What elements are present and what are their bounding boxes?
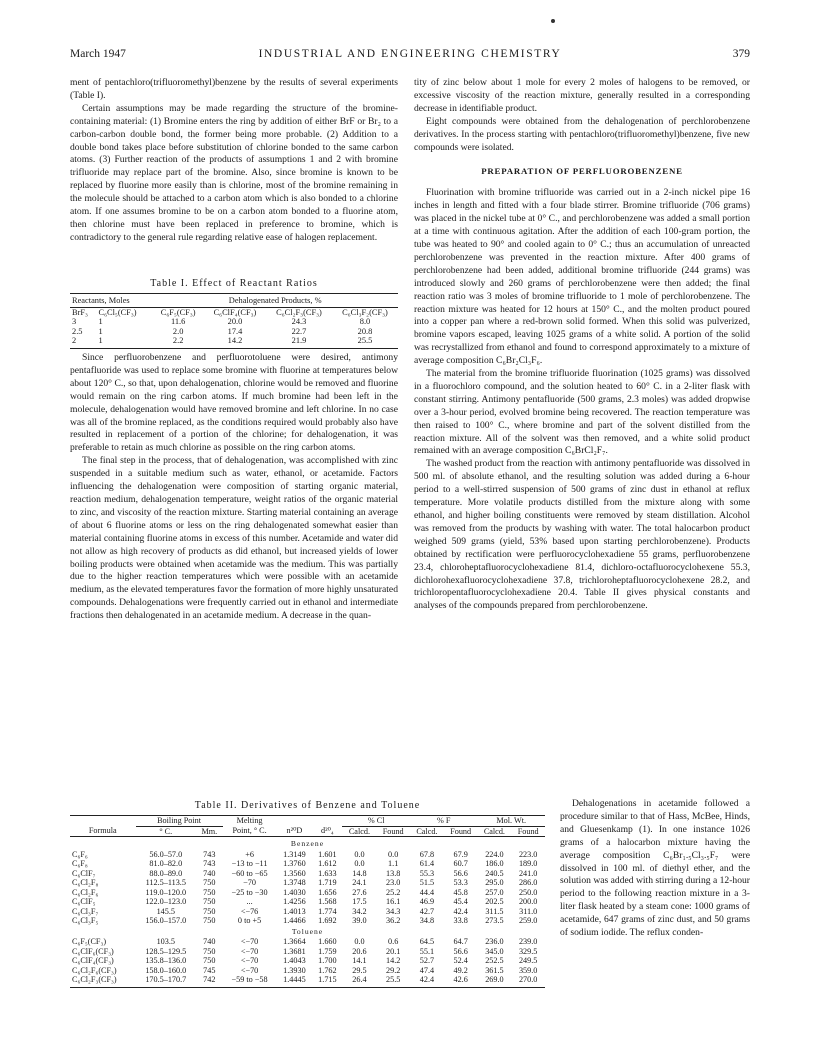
paragraph: The final step in the process, that of dehalogenation, was accomplished with zinc suspended in a suitable medium such as water, ethanol, or acetamide. Factors influencing the dehalogenation were composition of starting organic material, reaction medium, dehalogenation temperature, weight ratios of the organic material to zinc, and viscosity of the reaction mixture. Starting material containing an average of about 6 fluorine atoms or less on the ring dehalogenated somewhat easier than material containing fluorine atoms in excess of this number. Acetamide and water did not allow as high recovery of products as did ethanol, but increased yields of lower boiling products were obtained when acetamide was the medium. This was partially due to the higher reaction temperatures which were possible with an acetamide medium, as the elevated temperatures favor the formation of more highly unsaturated compounds. Dehalogenations were frequently carried out in ethanol and intermediate fractions then dehalogenated in an acetamide medium. A decrease in the quan- — [70, 455, 398, 622]
table-cell: 1.568 — [318, 897, 337, 906]
table-2-group-blank — [70, 816, 136, 826]
table-cell: 740 — [203, 937, 216, 946]
table-row — [70, 937, 545, 947]
table-row — [70, 975, 545, 985]
table-2-header: Found — [382, 826, 404, 836]
table-cell: 1.4256 — [283, 897, 306, 906]
table-cell: 329.5 — [518, 946, 538, 956]
table-row — [70, 956, 545, 966]
table-cell: 26.4 — [352, 975, 367, 984]
table-cell: 24.1 — [352, 878, 367, 887]
table-1-header: C₆F₅(CF₃) — [160, 307, 196, 317]
table-cell: 1.660 — [318, 937, 337, 946]
table-cell: 20.1 — [386, 946, 401, 956]
table-cell: C₆ClF₇ — [72, 868, 96, 878]
paragraph: The washed product from the reaction with antimony pentafluoride was dissolved in 500 ml. of absolute ethanol, and the resulting solution was added during a 6-hour period to a well-stirred suspension of 500 grams of zinc dust in ethanol at reflux temperature. More volatile products distilled from the mixture along with some ethanol, and higher boiling constituents were removed by steam distillation. Alcohol was removed from the products by washing with water. The total halocarbon product weighed 509 grams (yield, 53% based upon starting perchlorobenzene). Products obtained by rectification were perfluorocyclohexadiene 55 grams, perfluorobenzene 23.4, chloroheptafluorocyclohexadiene 81.4, dichloro-octafluorocyclohexene 55.3, dichlorohexafluorocyclohexadiene 37.8, trichloroheptafluorocyclohexene 28.2, and trichloropentafluorocyclohexadiene 20.4. Table II gives physical constants and analyses of the compounds prepared from perchlorobenzene. — [414, 458, 750, 612]
table-cell: 122.0–123.0 — [145, 897, 187, 906]
table-cell: 742 — [203, 975, 216, 984]
table-cell: C₆Cl₃F₅ — [72, 916, 99, 925]
table-cell: 55.3 — [419, 868, 435, 878]
table-cell: 14.2 — [227, 336, 243, 346]
table-row — [70, 878, 545, 888]
table-cell: 1.612 — [318, 859, 337, 868]
table-rule — [70, 987, 545, 988]
table-cell: <−70 — [240, 965, 259, 975]
table-cell: 750 — [203, 887, 216, 897]
table-1 — [70, 278, 398, 349]
paragraph: Since perfluorobenzene and perfluorotoluene were desired, antimony pentafluoride was used to replace some bromine with fluorine at temperatures below about 120° C., so that, upon dehalogenation, chlorine would be removed and fluorine would remain on the ring carbon atoms. If much bromine had been left in the molecule, dehalogenation would have removed bromine and left chlorine. In no case was all of the bromine replaced, as the conditions required would probably also have resulted in replacement of a portion of the chlorine; for dehalogenation, it was preferable to retain as much chlorine as possible on the ring carbon atoms. — [70, 352, 398, 454]
table-cell: 103.5 — [156, 937, 175, 946]
table-2-header: Calcd. — [483, 826, 505, 836]
table-cell: C₆Cl₂F₃(CF₃) — [72, 975, 117, 984]
table-cell: 24.3 — [291, 317, 307, 327]
table-cell: 750 — [203, 956, 216, 965]
running-header — [70, 48, 750, 64]
table-cell: 23.0 — [386, 878, 401, 887]
table-cell: 361.5 — [485, 965, 504, 975]
table-cell: 1.762 — [318, 965, 337, 975]
table-cell: 202.5 — [485, 897, 504, 906]
table-cell: 0.0 — [354, 859, 365, 868]
table-cell: 1.3930 — [283, 965, 306, 975]
table-2-header: Formula — [88, 826, 117, 836]
table-row — [70, 327, 398, 337]
table-cell: 45.8 — [453, 887, 468, 897]
table-row — [70, 966, 545, 976]
table-cell: 67.9 — [453, 849, 468, 859]
paragraph: Certain assumptions may be made regarding the structure of the bromine-containing material: (1) Bromine enters the ring by addition of either BrF or Br₂ to a carbon-carbon double bond, the former being more probable. (2) Addition to a double bond takes place before substitution of chlorine bonded to the same carbon atoms. (3) Further reaction of the products of assumptions 1 and 2 with bromine trifluoride may replace part of the bromine. Also, since bromine is known to be replaced by fluorine more easily than is chlorine, most of the bromine remaining in the molecule should be attached to a carbon atom which is also bonded to a chlorine atom. If one assumes bromine to be on a carbon atom bonded to a fluorine atom, then chlorine must have been replaced in preference to bromine, which is contradictory to the general rule regarding relative ease of halogen replacement. — [70, 102, 398, 243]
table-1-header: C₆Cl₂F₃(CF₃) — [276, 307, 322, 317]
table-cell: 49.2 — [453, 965, 468, 975]
table-row — [70, 888, 545, 898]
table-cell: 1 — [98, 336, 103, 346]
table-cell: 170.5–170.7 — [145, 975, 187, 984]
table-rule — [70, 348, 398, 349]
table-row — [70, 907, 545, 917]
table-cell: 3 — [72, 317, 77, 327]
table-cell: 27.6 — [352, 887, 367, 897]
table-cell: 1.633 — [318, 868, 337, 878]
table-cell: 158.0–160.0 — [145, 965, 187, 975]
table-cell: 42.4 — [419, 975, 435, 984]
table-cell: −70 — [243, 878, 256, 887]
table-cell: 81.0–82.0 — [149, 859, 183, 868]
table-2-group-benzene: Benzene — [290, 839, 325, 848]
table-cell: 36.2 — [386, 916, 401, 925]
table-cell: 239.0 — [518, 937, 538, 946]
table-2-header: d²⁰₄ — [321, 826, 334, 836]
table-2-benzene-rows — [70, 850, 545, 926]
left-column-bottom — [70, 352, 398, 623]
table-cell: 61.4 — [419, 859, 435, 868]
table-cell: 1.4030 — [283, 887, 306, 897]
table-cell: 2.0 — [172, 326, 184, 336]
table-1-header: C₆ClF₄(CF₃) — [213, 307, 257, 317]
table-cell: C₆Cl₂F₈ — [72, 878, 99, 887]
table-2-group-boiling-point: Boiling Point — [136, 816, 223, 826]
table-cell: 750 — [203, 946, 216, 956]
paragraph: tity of zinc below about 1 mole for every 2 moles of halogens to be removed, or excessive viscosity of the reaction mixture, generally resulted in a corresponding decrease in identifiable product. — [414, 77, 750, 114]
table-cell: 295.0 — [485, 878, 504, 887]
table-cell: 16.1 — [386, 897, 401, 906]
table-cell: 2 — [72, 336, 77, 346]
table-cell: 20.0 — [227, 317, 243, 327]
table-2-group-cl: % Cl — [342, 816, 409, 826]
table-cell: <−70 — [240, 937, 259, 946]
table-cell: 34.3 — [386, 906, 401, 916]
table-cell: 46.9 — [419, 897, 435, 906]
table-cell: 1.774 — [318, 906, 337, 916]
table-cell: 259.0 — [518, 916, 538, 925]
table-cell: 17.4 — [227, 326, 243, 336]
table-cell: 8.0 — [359, 317, 371, 327]
table-cell: 13.8 — [386, 868, 401, 878]
table-1-header: C₆Cl₅(CF₃) — [98, 307, 137, 317]
table-row — [70, 897, 545, 907]
table-cell: 1.3664 — [283, 937, 306, 946]
table-cell: 311.0 — [519, 906, 538, 916]
table-cell: 1.4466 — [283, 916, 306, 925]
header-journal: INDUSTRIAL AND ENGINEERING CHEMISTRY — [258, 48, 562, 60]
paragraph: Fluorination with bromine trifluoride was carried out in a 2-inch nickel pipe 16 inches in length and fitted with a four blade stirrer. Bromine trifluoride (706 grams) was placed in the nickel tube at 0° C., and perchlorobenzene was added a small portion at a time with continuous agitation. After the addition of each 100-gram portion, the tube was heated to 90° and cooled again to 0° C.; thus an accumulation of unreacted perchlorobenzene was prevented in the reaction mixture. After 400 grams of perchlorobenzene had been added, additional bromine trifluoride (244 grams) was introduced slowly and 260 grams of perchlorobenzene were then added; the final reaction ratio was 3 moles of bromine trifluoride to 1 mole of perchlorobenzene. The reaction mixture was heated for 12 hours at 150° C., and the molten product poured into a copper pan where a red-brown solid formed. When this solid was pulverized, bromine vapors escaped, leaving 1025 grams of a white solid. A portion of the solid was recrystallized from ethanol and found to correspond approximately to a mixture of average composition C₆Br₂Cl₃F₆. — [414, 187, 750, 367]
table-cell: 1.4013 — [283, 906, 306, 916]
table-cell: 53.3 — [453, 878, 468, 887]
table-cell: 14.8 — [352, 868, 367, 878]
table-cell: 750 — [203, 878, 216, 887]
table-cell: 1.719 — [318, 878, 337, 887]
paragraph: Eight compounds were obtained from the dehalogenation of perchlorobenzene derivatives. In the process starting with pentachloro(trifluoromethyl)benzene, five new compounds were isolated. — [414, 115, 750, 153]
table-cell: 186.0 — [485, 859, 504, 868]
header-date: March 1947 — [70, 48, 126, 60]
table-cell: C₆F₈ — [72, 859, 88, 868]
right-column — [414, 77, 750, 613]
table-cell: 359.0 — [518, 965, 538, 975]
table-cell: 273.5 — [485, 916, 504, 925]
table-cell: 345.0 — [485, 946, 504, 956]
table-2-group-blank — [277, 816, 343, 826]
table-2-group-melting: Melting — [236, 816, 263, 826]
header-page-number: 379 — [732, 48, 750, 60]
table-1-grid — [70, 294, 398, 346]
table-cell: 1.759 — [318, 946, 337, 956]
table-cell: 135.8–136.0 — [145, 956, 187, 965]
table-cell: 44.4 — [419, 887, 435, 897]
table-2-group-mol-wt: Mol. Wt. — [477, 816, 545, 826]
table-cell: 257.0 — [485, 887, 504, 897]
paragraph: Dehalogenations in acetamide followed a procedure similar to that of Hass, McBee, Hinds, and Gluesenkamp (1). In one instance 1026 grams of a halocarbon mixture having the average composition C₆Br₁.₅Cl₃.₅F₇ were dissolved in 100 ml. of diethyl ether, and the solution was added with stirring during a 12-hour period to the following reaction mixture in a 3-liter flask heated by a steam cone: 1000 grams of acetamide, 647 grams of zinc dust, and 50 grams of sodium iodide. The reflux conden- — [560, 798, 750, 939]
section-heading: PREPARATION OF PERFLUOROBENZENE — [481, 166, 683, 177]
table-cell: 252.5 — [485, 956, 504, 965]
table-cell: 1.3748 — [283, 878, 306, 887]
left-column-top — [70, 77, 398, 245]
table-cell: 286.0 — [518, 878, 538, 887]
table-cell: 25.5 — [386, 975, 401, 984]
table-cell: 20.6 — [352, 946, 367, 956]
table-cell: 55.1 — [419, 946, 435, 956]
table-cell: C₆ClF₆(CF₃) — [72, 946, 114, 956]
table-cell: 743 — [203, 859, 216, 868]
table-cell: 128.5–129.5 — [145, 946, 187, 956]
table-cell: 249.5 — [518, 956, 538, 965]
table-cell: 14.1 — [352, 956, 367, 965]
table-cell: 67.8 — [419, 849, 435, 859]
table-cell: 0.0 — [354, 937, 365, 946]
table-row — [70, 947, 545, 957]
table-1-group-reactants: Reactants, Moles — [70, 294, 152, 307]
table-cell: 2.2 — [172, 336, 184, 346]
table-2-header: Mm. — [201, 826, 218, 836]
table-cell: 51.5 — [419, 878, 435, 887]
table-cell: 60.7 — [453, 859, 468, 868]
table-cell: 269.0 — [485, 975, 504, 984]
page-speck — [551, 19, 555, 23]
table-cell: −60 to −65 — [231, 868, 268, 878]
table-cell: 145.5 — [156, 906, 175, 916]
table-cell: 52.4 — [453, 956, 468, 965]
table-1-group-products: Dehalogenated Products, % — [152, 294, 398, 307]
table-cell: 0 to +5 — [237, 916, 262, 925]
table-cell: ... — [246, 897, 253, 906]
table-cell: 745 — [203, 965, 216, 975]
table-cell: −13 to −11 — [231, 859, 268, 868]
table-cell: 1.601 — [318, 849, 337, 859]
table-cell: 20.8 — [357, 326, 373, 336]
table-row — [70, 317, 398, 327]
table-cell: 45.4 — [453, 897, 468, 906]
table-cell: 2.5 — [72, 326, 83, 336]
table-cell: <−70 — [240, 956, 259, 965]
table-cell: 34.2 — [352, 906, 367, 916]
table-cell: 47.4 — [419, 965, 435, 975]
table-cell: C₆Cl₃F₇ — [72, 906, 99, 916]
table-cell: 1 — [98, 326, 103, 336]
table-cell: C₆ClF₅ — [72, 897, 96, 906]
table-cell: 1.3560 — [283, 868, 306, 878]
table-cell: C₆F₅(CF₃) — [72, 937, 107, 946]
table-2 — [70, 800, 545, 988]
table-cell: <−76 — [240, 906, 259, 916]
table-cell: 52.7 — [419, 956, 435, 965]
table-cell: 1.1 — [388, 859, 399, 868]
table-cell: 29.5 — [352, 965, 367, 975]
table-cell: −25 to −30 — [231, 887, 268, 897]
table-cell: 311.5 — [485, 906, 504, 916]
table-cell: C₆ClF₄(CF₃) — [72, 956, 114, 965]
table-cell: 189.0 — [518, 859, 538, 868]
table-cell: 1.692 — [318, 916, 337, 925]
table-row — [70, 850, 545, 860]
table-cell: 11.6 — [170, 317, 186, 327]
table-cell: 56.6 — [453, 868, 468, 878]
table-2-header: Found — [450, 826, 472, 836]
table-cell: 250.0 — [518, 887, 538, 897]
table-row — [70, 869, 545, 879]
table-2-header: Calcd. — [416, 826, 438, 836]
table-2-header: Calcd. — [348, 826, 370, 836]
table-cell: 29.2 — [386, 965, 401, 975]
table-cell: 750 — [203, 916, 216, 925]
table-cell: 1.700 — [318, 956, 337, 965]
table-cell: 33.8 — [453, 916, 468, 925]
table-2-caption: Table II. Derivatives of Benzene and Toluene — [194, 800, 421, 811]
table-cell: 224.0 — [485, 849, 504, 859]
table-1-header: BrF₃ — [72, 307, 88, 317]
table-cell: 112.5–113.5 — [145, 878, 186, 887]
table-cell: 236.0 — [485, 937, 504, 946]
table-cell: 1.3760 — [283, 859, 306, 868]
table-cell: 64.7 — [453, 937, 468, 946]
table-cell: 0.0 — [388, 849, 399, 859]
right-column-bottom — [560, 798, 750, 940]
table-cell: 240.5 — [485, 868, 504, 878]
table-cell: 1.4445 — [283, 975, 306, 984]
table-cell: 42.4 — [453, 906, 468, 916]
table-cell: 17.5 — [352, 897, 367, 906]
table-cell: <−70 — [240, 946, 259, 956]
table-cell: 270.0 — [518, 975, 538, 984]
table-cell: 200.0 — [518, 897, 538, 906]
table-2-grid — [70, 816, 545, 985]
paragraph: ment of pentachloro(trifluoromethyl)benzene by the results of several experiments (Table I). — [70, 77, 398, 101]
table-cell: 1.3149 — [283, 849, 306, 859]
table-cell: 1.3681 — [283, 946, 306, 956]
table-cell: 1.715 — [318, 975, 337, 984]
table-cell: 25.2 — [386, 887, 401, 897]
table-cell: C₆F₆ — [72, 849, 88, 859]
table-cell: 34.8 — [419, 916, 435, 925]
table-cell: 241.0 — [518, 868, 538, 878]
table-row — [70, 336, 398, 346]
table-cell: C₆Cl₂F₆ — [72, 887, 99, 897]
table-row — [70, 916, 545, 926]
table-cell: 0.0 — [354, 849, 365, 859]
table-cell: 156.0–157.0 — [145, 916, 187, 925]
table-1-header: C₆Cl₃F₂(CF₃) — [342, 307, 388, 317]
table-2-group-toluene: Toluene — [291, 926, 324, 936]
table-cell: 119.0–120.0 — [145, 887, 187, 897]
table-cell: 56.0–57.0 — [149, 849, 183, 859]
table-row — [70, 859, 545, 869]
table-2-header: Point, ° C. — [232, 826, 267, 836]
table-cell: 14.2 — [386, 956, 401, 965]
table-2-toluene-rows — [70, 937, 545, 985]
table-cell: 743 — [203, 849, 216, 859]
table-1-caption: Table I. Effect of Reactant Ratios — [150, 278, 318, 289]
table-cell: +6 — [245, 849, 254, 859]
table-cell: 42.6 — [453, 975, 468, 984]
paragraph: The material from the bromine trifluoride fluorination (1025 grams) was dissolved in a fluorochloro compound, and the solution heated to 60° C. in a 2-liter flask with constant stirring. Antimony pentafluoride (500 grams, 2.3 moles) was added dropwise over a 3-hour period, evolved bromine being recovered. The reaction temperature was then raised to 100° C., where bromine and part of the solvent distilled from the reaction mixture. All of the solvent was then removed, and a white solid product remained with an average composition C₆BrCl₂F₇. — [414, 368, 750, 457]
table-2-header: Found — [517, 826, 539, 836]
table-cell: 39.0 — [352, 916, 367, 925]
table-cell: 88.0–89.0 — [149, 868, 183, 878]
table-2-header: n²⁰D — [286, 826, 303, 836]
table-cell: 25.5 — [357, 336, 373, 346]
table-cell: 1 — [98, 317, 103, 327]
table-cell: 223.0 — [518, 849, 538, 859]
table-cell: 1.4043 — [283, 956, 306, 965]
table-cell: 0.6 — [388, 937, 399, 946]
table-cell: 750 — [203, 897, 216, 906]
table-cell: 56.6 — [453, 946, 468, 956]
table-cell: 42.7 — [419, 906, 435, 916]
table-cell: 1.656 — [318, 887, 337, 897]
table-cell: 64.5 — [419, 937, 435, 946]
table-cell: 740 — [203, 868, 216, 878]
table-cell: −59 to −58 — [231, 975, 268, 984]
table-cell: 21.9 — [291, 336, 307, 346]
table-cell: 750 — [203, 906, 216, 916]
table-2-group-f: % F — [410, 816, 477, 826]
table-2-header: ° C. — [159, 826, 173, 836]
table-cell: C₆Cl₂F₆(CF₃) — [72, 965, 117, 975]
table-cell: 22.7 — [291, 326, 307, 336]
